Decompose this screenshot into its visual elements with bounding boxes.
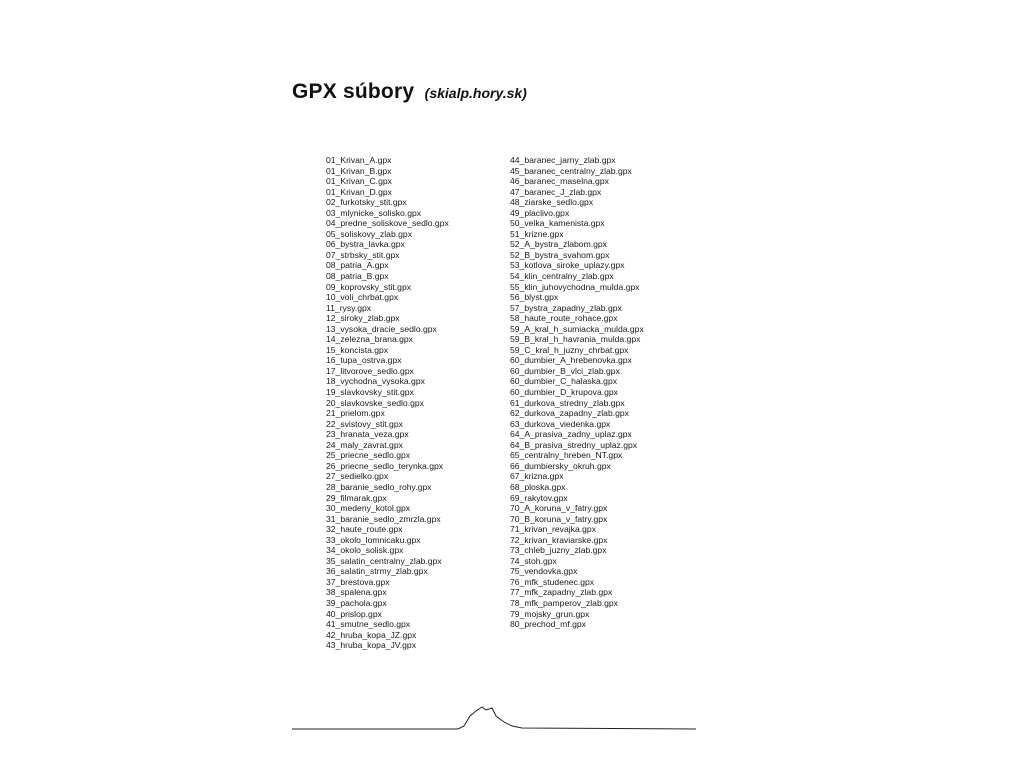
file-list-item: 52_B_bystra_svahom.gpx xyxy=(510,249,610,260)
file-list-item: 14_zelezna_brana.gpx xyxy=(326,334,413,345)
file-list-item: 60_dumbier_D_krupova.gpx xyxy=(510,387,618,398)
file-list-item: 26_priecne_sedlo_terynka.gpx xyxy=(326,460,444,471)
file-list-item: 79_mojsky_grun.gpx xyxy=(510,608,590,619)
file-list-item: 19_slavkovsky_stit.gpx xyxy=(326,387,414,398)
file-list-item: 70_B_koruna_v_fatry.gpx xyxy=(510,513,608,524)
file-list-item: 16_tupa_ostrva.gpx xyxy=(326,355,402,366)
file-list-item: 65_centralny_hreben_NT.gpx xyxy=(510,450,623,461)
file-list-left xyxy=(326,155,449,651)
file-list-item: 30_medeny_kotol.gpx xyxy=(326,503,411,514)
file-list-item: 28_baranie_sedlo_rohy.gpx xyxy=(326,481,432,492)
file-list-item: 49_placlivo.gpx xyxy=(510,207,570,218)
file-list-item: 20_slavkovske_sedlo.gpx xyxy=(326,397,424,408)
file-list-item: 66_dumbiersky_okruh.gpx xyxy=(510,460,611,471)
file-list-item: 36_salatin_strmy_zlab.gpx xyxy=(326,566,428,577)
file-list-item: 52_A_bystra_zlabom.gpx xyxy=(510,239,607,250)
file-list-item: 31_baranie_sedlo_zmrzla.gpx xyxy=(326,513,441,524)
file-list-item: 32_haute_route.gpx xyxy=(326,524,403,535)
file-list-item: 18_vychodna_vysoka.gpx xyxy=(326,376,425,387)
file-list-item: 60_dumbier_B_vlci_zlab.gpx xyxy=(510,365,620,376)
file-list-item: 46_baranec_maselna.gpx xyxy=(510,176,609,187)
file-list-item: 38_spalena.gpx xyxy=(326,587,387,598)
file-list-item: 80_prechod_mf.gpx xyxy=(510,619,586,630)
file-list-item: 70_A_koruna_v_fatry.gpx xyxy=(510,503,608,514)
file-list-item: 40_prislop.gpx xyxy=(326,608,382,619)
file-list-item: 23_hranata_veza.gpx xyxy=(326,429,409,440)
file-list-item: 29_filmarak.gpx xyxy=(326,492,387,503)
page-title xyxy=(292,80,527,104)
file-list-item: 48_ziarske_sedlo.gpx xyxy=(510,197,594,208)
file-list-item: 04_predne_soliskove_sedlo.gpx xyxy=(326,218,449,229)
file-list-item: 45_baranec_centralny_zlab.gpx xyxy=(510,165,632,176)
file-list-item: 73_chleb_juzny_zlab.gpx xyxy=(510,545,607,556)
file-list-item: 01_Krivan_A.gpx xyxy=(326,155,392,165)
file-list-item: 24_maly_zavrat.gpx xyxy=(326,439,403,450)
file-list-item: 41_smutne_sedlo.gpx xyxy=(326,619,411,630)
file-list-item: 74_stoh.gpx xyxy=(510,555,557,566)
file-list-item: 01_Krivan_B.gpx xyxy=(326,165,392,176)
file-list-item: 37_brestova.gpx xyxy=(326,576,390,587)
file-list-item: 75_vendovka.gpx xyxy=(510,566,578,577)
file-list-item: 03_mlynicke_solisko.gpx xyxy=(326,207,422,218)
file-list-item: 67_krizna.gpx xyxy=(510,471,564,482)
title-text: GPX súbory xyxy=(292,80,415,103)
file-list-item: 42_hruba_kopa_JZ.gpx xyxy=(326,629,417,640)
file-list-item: 51_krizne.gpx xyxy=(510,228,564,239)
file-list-item: 76_mfk_studenec.gpx xyxy=(510,576,595,587)
file-list-item: 60_dumbier_A_hrebenovka.gpx xyxy=(510,355,632,366)
file-list-item: 64_A_prasiva_zadny_uplaz.gpx xyxy=(510,429,632,440)
file-list-item: 58_haute_route_rohace.gpx xyxy=(510,313,618,324)
file-list-item: 35_salatin_centralny_zlab.gpx xyxy=(326,555,442,566)
file-list-item: 09_koprovsky_stit.gpx xyxy=(326,281,412,292)
file-list-item: 07_strbsky_stit.gpx xyxy=(326,249,400,260)
file-list-item: 15_koncista.gpx xyxy=(326,344,389,355)
file-list-item: 01_Krivan_D.gpx xyxy=(326,186,392,197)
file-list-item: 27_sedielko.gpx xyxy=(326,471,389,482)
file-list-right xyxy=(510,155,644,630)
file-list-item: 34_okolo_solisk.gpx xyxy=(326,545,404,556)
file-list-item: 33_okolo_lomnicaku.gpx xyxy=(326,534,421,545)
file-list-item: 71_krivan_revajka.gpx xyxy=(510,524,596,535)
file-list-item: 61_durkova_stredny_zlab.gpx xyxy=(510,397,625,408)
file-list-item: 54_klin_centralny_zlab.gpx xyxy=(510,271,614,282)
file-list-item: 47_baranec_J_zlab.gpx xyxy=(510,186,602,197)
file-list-item: 08_patria_A.gpx xyxy=(326,260,389,271)
skyline-path xyxy=(292,707,696,729)
file-list-item: 53_kotlova_siroke_uplazy.gpx xyxy=(510,260,625,271)
file-list-item: 62_durkova_zapadny_zlab.gpx xyxy=(510,408,629,419)
file-list-item: 05_soliskovy_zlab.gpx xyxy=(326,228,412,239)
file-list-item: 12_siroky_zlab.gpx xyxy=(326,313,400,324)
file-list-item: 55_klin_juhovychodna_mulda.gpx xyxy=(510,281,640,292)
file-list-item: 43_hruba_kopa_JV.gpx xyxy=(326,640,416,651)
file-list-item: 11_rysy.gpx xyxy=(326,302,372,313)
file-list-item: 50_velka_kamenista.gpx xyxy=(510,218,605,229)
file-list-item: 78_mfk_pamperov_zlab.gpx xyxy=(510,597,618,608)
file-list-item: 08_patria_B.gpx xyxy=(326,271,389,282)
file-list-item: 77_mfk_zapadny_zlab.gpx xyxy=(510,587,613,598)
file-list-item: 72_krivan_kraviarske.gpx xyxy=(510,534,608,545)
file-list-item: 59_C_kral_h_juzny_chrbat.gpx xyxy=(510,344,629,355)
file-list-item: 02_furkotsky_stit.gpx xyxy=(326,197,407,208)
file-list-item: 10_voli_chrbat.gpx xyxy=(326,292,399,303)
file-list-item: 44_baranec_jarny_zlab.gpx xyxy=(510,155,616,165)
file-list-item: 59_B_kral_h_havrania_mulda.gpx xyxy=(510,334,641,345)
file-list-item: 63_durkova_viedenka.gpx xyxy=(510,418,611,429)
file-list-item: 56_blyst.gpx xyxy=(510,292,559,303)
file-list-item: 17_litvorove_sedlo.gpx xyxy=(326,365,414,376)
file-list-item: 57_bystra_zapadny_zlab.gpx xyxy=(510,302,622,313)
file-list-item: 60_dumbier_C_halaska.gpx xyxy=(510,376,618,387)
file-list-item: 22_svistovy_stit.gpx xyxy=(326,418,403,429)
file-list-item: 68_ploska.gpx xyxy=(510,481,566,492)
file-list-item: 25_priecne_sedlo.gpx xyxy=(326,450,411,461)
file-list-item: 69_rakytov.gpx xyxy=(510,492,568,503)
title-source: (skialp.hory.sk) xyxy=(424,85,527,101)
file-list-item: 64_B_prasiva_stredny_uplaz.gpx xyxy=(510,439,638,450)
mountain-skyline-divider xyxy=(292,696,696,736)
file-list-item: 01_Krivan_C.gpx xyxy=(326,176,392,187)
file-list-item: 06_bystra_lavka.gpx xyxy=(326,239,405,250)
file-list-item: 39_pachola.gpx xyxy=(326,597,387,608)
file-list-item: 59_A_kral_h_sumiacka_mulda.gpx xyxy=(510,323,644,334)
file-list-item: 13_vysoka_dracie_sedlo.gpx xyxy=(326,323,437,334)
file-list-item: 21_prielom.gpx xyxy=(326,408,385,419)
